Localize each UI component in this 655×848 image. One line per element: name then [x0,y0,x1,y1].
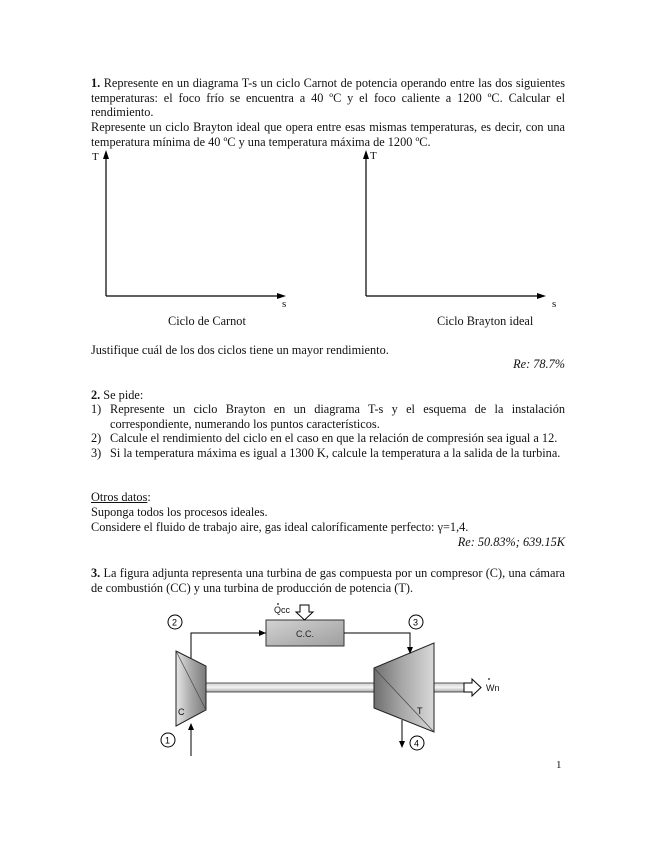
problem-1-answer: Re: 78.7% [513,357,565,371]
brayton-x-label: s [552,298,557,310]
carnot-caption: Ciclo de Carnot [168,314,246,328]
list-item: 2) Calcule el rendimiento del ciclo en el caso en que la relación de compresión sea igual a 12. [91,431,558,446]
turbine [374,643,434,732]
state-point-4 [410,736,424,750]
svg-text:3: 3 [413,617,419,628]
state-point-3 [409,615,423,629]
problem-1-question: Justifique cuál de los dos ciclos tiene un mayor rendimiento. [91,343,389,357]
heat-label: Qcc [274,605,291,615]
problem-3-intro: 3. La figura adjunta representa una turbina de gas compuesta por un compresor (C), una cámara de combustión (CC) y una turbina de producción de potencia (T). [91,566,565,595]
heat-input-arrow [296,605,313,620]
shaft [206,683,374,692]
state-point-1 [161,733,175,747]
turbine-label: T [417,706,423,716]
state-point-2 [168,615,182,629]
other-data-heading: Otros datos: [91,490,151,504]
problem-2-line-2: Considere el fluido de trabajo aire, gas ideal caloríficamente perfecto: γ=1,4. [91,520,469,534]
gas-turbine-schematic [150,598,520,758]
carnot-ts-axes [90,148,310,313]
problem-2-intro: 2. Se pide: [91,388,144,402]
svg-text:2: 2 [172,617,178,628]
problem-1-brayton-text: Represente un ciclo Brayton ideal que opera entre esas mismas temperaturas, es decir, con una temperatura mínima de 40 ºC y una temperatura máxima de 1200 ºC. [91,120,565,149]
work-label: Wn [486,683,500,693]
problem-1-intro: 1. Represente en un diagrama T-s un ciclo Carnot de potencia operando entre las dos siguientes temperaturas: el foco frío se encuentra a 40 ºC y el foco caliente a 1200 ºC. Calcular el rendimiento. [91,76,565,120]
brayton-ts-axes [350,148,570,313]
brayton-y-label: T [370,150,377,162]
combustion-chamber-label: C.C. [296,629,314,639]
compressor-label: C [178,707,185,717]
output-shaft [434,683,464,692]
page-number: 1 [556,759,562,771]
problem-2-list [91,402,565,460]
carnot-x-label: s [282,298,287,310]
work-output-arrow [464,679,481,696]
problem-2-answer: Re: 50.83%; 639.15K [457,535,565,549]
problem-2-line-1: Suponga todos los procesos ideales. [91,505,268,519]
list-item: 3) Si la temperatura máxima es igual a 1300 K, calcule la temperatura a la salida de la turbina. [91,445,561,460]
brayton-caption: Ciclo Brayton ideal [437,314,534,328]
svg-text:4: 4 [414,738,420,749]
list-item: 1) Represente un ciclo Brayton en un diagrama T-s y el esquema de la instalación correspondiente, numerando los puntos característicos. [91,402,565,431]
carnot-y-label: T [92,151,99,163]
svg-text:1: 1 [165,735,171,746]
